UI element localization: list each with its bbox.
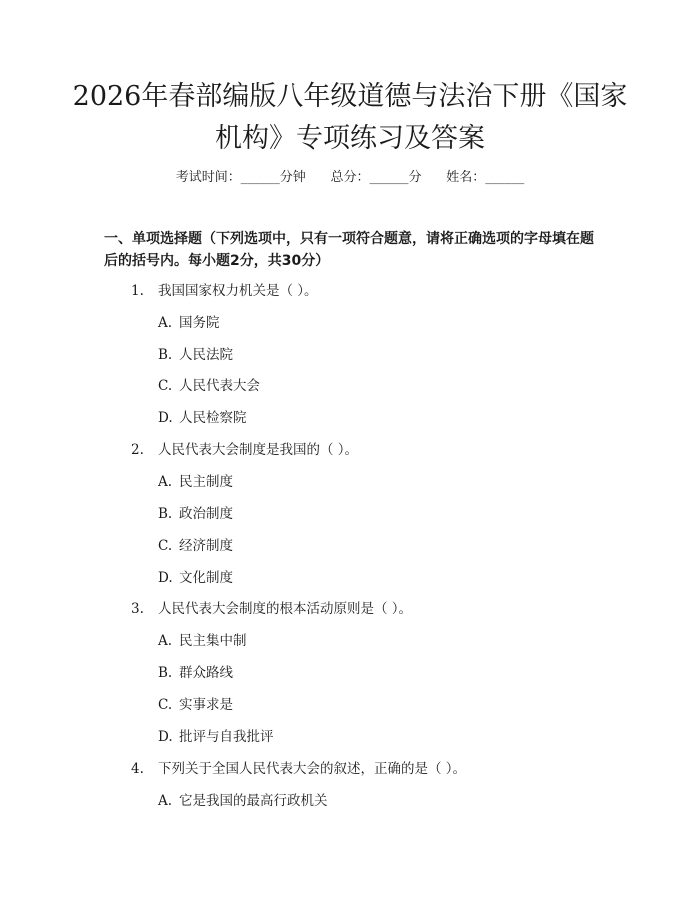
option-letter: A. <box>158 793 173 809</box>
option-text: 实事求是 <box>179 697 233 713</box>
exam-info-line: 考试时间：______分钟 总分：______分 姓名：______ <box>175 170 525 185</box>
question-2-option-d <box>158 568 233 588</box>
option-letter: B. <box>158 347 173 363</box>
question-number: 3. <box>131 601 144 617</box>
option-text: 群众路线 <box>179 665 233 681</box>
question-3-option-d <box>158 727 274 747</box>
option-letter: A. <box>158 315 173 331</box>
question-text: 下列关于全国人民代表大会的叙述，正确的是（ ）。 <box>158 761 467 777</box>
option-letter: D. <box>158 729 173 745</box>
option-text: 国务院 <box>179 315 220 331</box>
option-text: 文化制度 <box>179 570 233 586</box>
question-text: 人民代表大会制度的根本活动原则是（ ）。 <box>158 601 413 617</box>
question-1-option-a <box>158 313 220 333</box>
question-number: 4. <box>131 761 144 777</box>
option-letter: A. <box>158 474 173 490</box>
question-2 <box>131 440 358 460</box>
question-1 <box>131 281 318 301</box>
option-letter: D. <box>158 570 173 586</box>
question-3-option-b <box>158 663 233 683</box>
question-number: 2. <box>131 442 144 458</box>
option-letter: A. <box>158 633 173 649</box>
option-letter: C. <box>158 697 173 713</box>
option-letter: B. <box>158 506 173 522</box>
option-letter: C. <box>158 538 173 554</box>
option-text: 人民代表大会 <box>179 378 260 394</box>
option-text: 人民检察院 <box>179 410 247 426</box>
question-3 <box>131 599 412 619</box>
question-4-option-a <box>158 791 328 811</box>
option-letter: C. <box>158 378 173 394</box>
question-3-option-a <box>158 631 247 651</box>
question-1-option-c <box>158 376 260 396</box>
option-letter: B. <box>158 665 173 681</box>
question-text: 人民代表大会制度是我国的（ ）。 <box>158 442 359 458</box>
question-3-option-c <box>158 695 233 715</box>
question-number: 1. <box>131 283 144 299</box>
question-1-option-b <box>158 345 233 365</box>
option-text: 人民法院 <box>179 347 233 363</box>
option-text: 政治制度 <box>179 506 233 522</box>
section-heading: 一、单项选择题（下列选项中，只有一项符合题意，请将正确选项的字母填在题后的括号内。每小题2分，共30分） <box>104 231 594 269</box>
option-letter: D. <box>158 410 173 426</box>
question-2-option-a <box>158 472 233 492</box>
question-2-option-c <box>158 536 233 556</box>
document-title: 2026年春部编版八年级道德与法治下册《国家机构》专项练习及答案 <box>72 81 628 154</box>
option-text: 民主集中制 <box>179 633 247 649</box>
question-4 <box>131 759 466 779</box>
question-1-option-d <box>158 408 247 428</box>
option-text: 经济制度 <box>179 538 233 554</box>
option-text: 民主制度 <box>179 474 233 490</box>
option-text: 它是我国的最高行政机关 <box>179 793 328 809</box>
question-2-option-b <box>158 504 233 524</box>
question-text: 我国国家权力机关是（ ）。 <box>158 283 318 299</box>
option-text: 批评与自我批评 <box>179 729 274 745</box>
